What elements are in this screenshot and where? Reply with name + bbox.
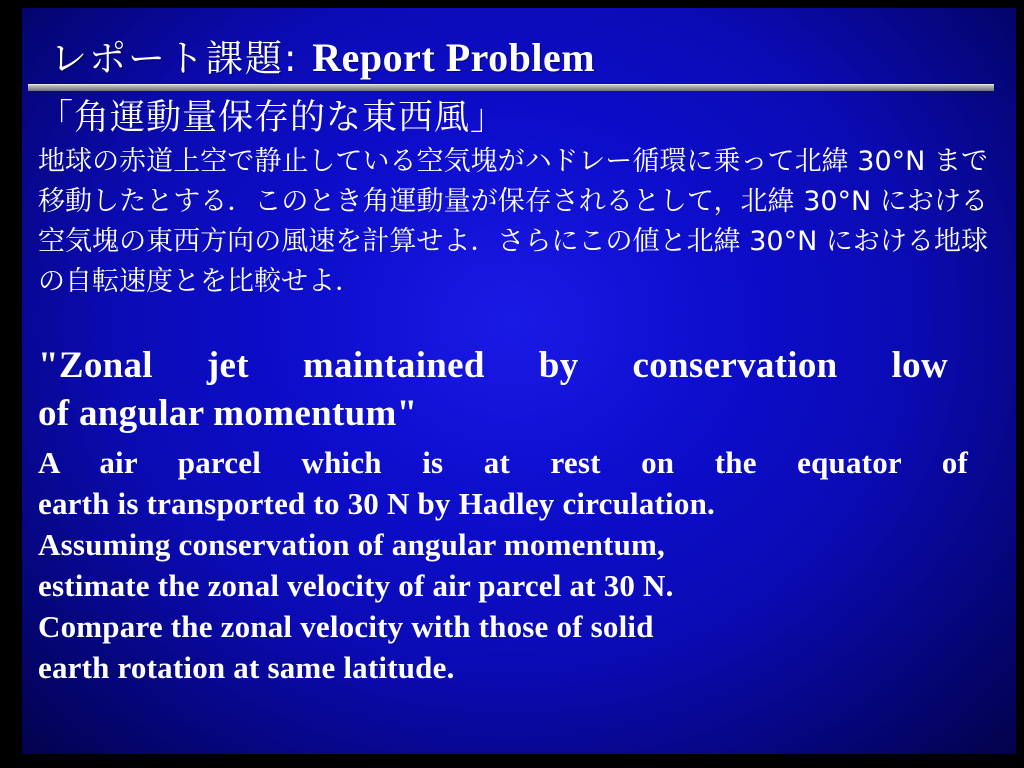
page-title — [50, 28, 1000, 82]
english-line-6: earth rotation at same latitude. — [38, 650, 455, 685]
english-line-3: Assuming conservation of angular momentum, — [38, 527, 665, 562]
title-divider — [28, 84, 994, 91]
english-heading — [38, 342, 948, 438]
japanese-line-5: ける地球の自転速度とを比較せよ． — [38, 226, 989, 297]
english-heading-line-2: of angular momentum" — [38, 393, 418, 434]
english-line-2: earth is transported to 30 N by Hadley circulation. — [38, 486, 715, 521]
frame-right — [1016, 0, 1024, 768]
frame-top — [0, 0, 1024, 8]
japanese-line-4: 方向の風速を計算せよ．さらにこの値と北緯 30°N にお — [200, 226, 880, 257]
page-title-english: Report Problem — [312, 35, 596, 80]
japanese-heading: 「角運動量保存的な東西風」 — [38, 98, 507, 138]
english-line-1: A air parcel which is at rest on the equator of — [38, 445, 968, 480]
japanese-paragraph — [38, 142, 988, 302]
japanese-line-1: 地球の赤道上空で静止している空気塊がハドレー循環に乗 — [38, 146, 741, 177]
english-paragraph — [38, 442, 968, 688]
page-title-separator: : — [284, 37, 313, 80]
japanese-line-3: が保存されるとして，北緯 30°N における空気塊の東西 — [38, 186, 988, 257]
english-line-4: estimate the zonal velocity of air parcel at 30 N. — [38, 568, 674, 603]
frame-left — [0, 0, 22, 768]
slide-body — [38, 96, 998, 688]
english-heading-line-1: "Zonal jet maintained by conservation low — [38, 345, 948, 386]
english-line-5: Compare the zonal velocity with those of solid — [38, 609, 654, 644]
body-spacer — [38, 302, 998, 342]
frame-bottom — [0, 754, 1024, 768]
japanese-line-2: って北緯 30°N まで移動したとする．このとき角運動量 — [38, 146, 988, 217]
page-title-japanese: レポート課題 — [50, 37, 284, 80]
